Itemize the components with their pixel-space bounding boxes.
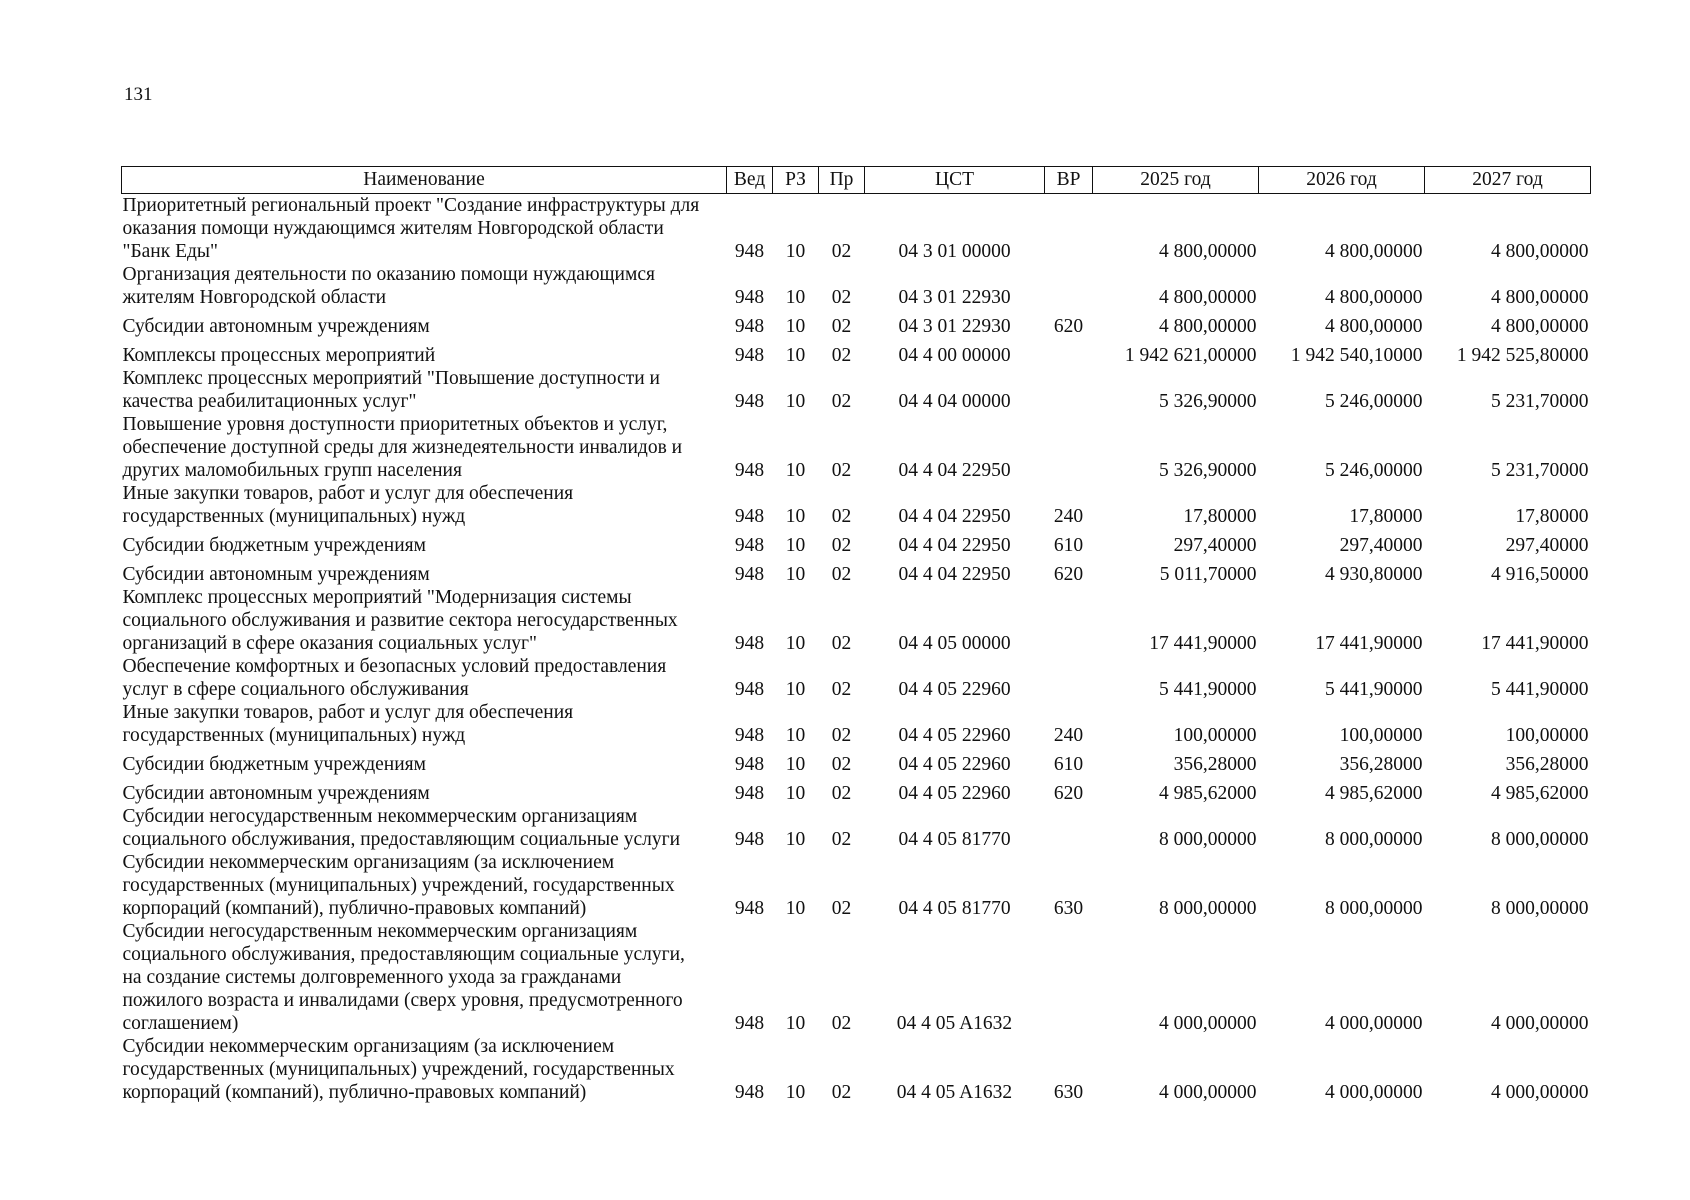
- cell-pr: 02: [831, 754, 852, 775]
- cell-2027: 8 000,00000: [1491, 898, 1589, 919]
- cell-cst: 04 4 04 22950: [898, 564, 1011, 585]
- cell-2026: 17 441,90000: [1315, 633, 1423, 654]
- budget-table: [121, 166, 1591, 1104]
- cell-2025: 17,80000: [1183, 506, 1257, 527]
- cell-rz: 10: [785, 679, 806, 700]
- cell-2026: 4 000,00000: [1325, 1013, 1423, 1034]
- cell-2027: 4 000,00000: [1491, 1082, 1589, 1103]
- cell-2027: 4 916,50000: [1491, 564, 1589, 585]
- cell-ved: 948: [734, 460, 765, 481]
- cell-2025: 5 326,90000: [1159, 391, 1257, 412]
- cell-name: Субсидии автономным учреждениям: [122, 564, 430, 585]
- table-row: [122, 1035, 1591, 1104]
- table-row: [122, 528, 1591, 557]
- table-row: [122, 701, 1591, 747]
- cell-vr: 240: [1053, 725, 1084, 746]
- cell-name: Обеспечение комфортных и безопасных условий предоставления услуг в сфере социального обслуживания: [122, 656, 667, 700]
- cell-pr: 02: [831, 1013, 852, 1034]
- cell-cst: 04 4 04 00000: [898, 391, 1011, 412]
- cell-name: Субсидии некоммерческим организациям (за исключением государственных (муниципальных) учреждений, государственных корпораций (компаний), публично-правовых компаний): [122, 852, 675, 919]
- cell-2025: 356,28000: [1173, 754, 1257, 775]
- cell-2027: 356,28000: [1505, 754, 1589, 775]
- cell-vr: 630: [1053, 898, 1084, 919]
- cell-name: Субсидии автономным учреждениям: [122, 783, 430, 804]
- cell-2025: 4 000,00000: [1159, 1082, 1257, 1103]
- cell-ved: 948: [734, 506, 765, 527]
- cell-pr: 02: [831, 506, 852, 527]
- cell-ved: 948: [734, 783, 765, 804]
- cell-rz: 10: [785, 241, 806, 262]
- cell-pr: 02: [831, 391, 852, 412]
- header-ved: Вед: [727, 167, 773, 194]
- cell-2025: 4 800,00000: [1159, 287, 1257, 308]
- cell-2026: 4 985,62000: [1325, 783, 1423, 804]
- cell-vr: [1045, 263, 1093, 309]
- cell-2027: 4 985,62000: [1491, 783, 1589, 804]
- table-row: [122, 367, 1591, 413]
- table-row: [122, 920, 1591, 1035]
- cell-cst: 04 4 05 A1632: [896, 1013, 1013, 1034]
- cell-vr: 610: [1053, 535, 1084, 556]
- cell-2027: 4 000,00000: [1491, 1013, 1589, 1034]
- cell-vr: [1045, 338, 1093, 367]
- cell-rz: 10: [785, 391, 806, 412]
- cell-2026: 5 441,90000: [1325, 679, 1423, 700]
- cell-2025: 8 000,00000: [1159, 829, 1257, 850]
- header-vr: ВР: [1045, 167, 1093, 194]
- cell-name: Комплекс процессных мероприятий "Модернизация системы социального обслуживания и развитие сектора негосударственных организаций в сфере оказания социальных услуг": [122, 587, 678, 654]
- cell-rz: 10: [785, 1082, 806, 1103]
- header-2026: 2026 год: [1259, 167, 1425, 194]
- cell-name: Комплекс процессных мероприятий "Повышение доступности и качества реабилитационных услуг": [122, 368, 660, 412]
- table-row: [122, 851, 1591, 920]
- cell-rz: 10: [785, 535, 806, 556]
- cell-ved: 948: [734, 287, 765, 308]
- cell-pr: 02: [831, 1082, 852, 1103]
- cell-ved: 948: [734, 679, 765, 700]
- cell-rz: 10: [785, 316, 806, 337]
- table-row: [122, 338, 1591, 367]
- cell-ved: 948: [734, 725, 765, 746]
- cell-ved: 948: [734, 754, 765, 775]
- cell-2027: 297,40000: [1505, 535, 1589, 556]
- table-row: [122, 309, 1591, 338]
- cell-rz: 10: [785, 754, 806, 775]
- cell-2027: 5 231,70000: [1491, 391, 1589, 412]
- cell-vr: [1045, 413, 1093, 482]
- cell-ved: 948: [734, 1013, 765, 1034]
- cell-2025: 5 441,90000: [1159, 679, 1257, 700]
- cell-name: Иные закупки товаров, работ и услуг для обеспечения государственных (муниципальных) нужд: [122, 483, 574, 527]
- cell-vr: [1045, 367, 1093, 413]
- cell-cst: 04 4 04 22950: [898, 506, 1011, 527]
- cell-name: Повышение уровня доступности приоритетных объектов и услуг, обеспечение доступной среды для жизнедеятельности инвалидов и других маломобильных групп населения: [122, 414, 683, 481]
- cell-2027: 17,80000: [1515, 506, 1589, 527]
- cell-name: Субсидии негосударственным некоммерческим организациям социального обслуживания, предоставляющим социальные услуги, на создание системы долговременного ухода за гражданами пожилого возраста и инвалидами (сверх уровня, предусмотренного соглашением): [122, 921, 685, 1034]
- table-row: [122, 482, 1591, 528]
- cell-cst: 04 4 05 81770: [898, 898, 1011, 919]
- cell-ved: 948: [734, 391, 765, 412]
- cell-cst: 04 4 00 00000: [898, 345, 1011, 366]
- cell-2025: 4 800,00000: [1159, 241, 1257, 262]
- table-row: [122, 586, 1591, 655]
- cell-2025: 4 985,62000: [1159, 783, 1257, 804]
- table-row: [122, 263, 1591, 309]
- cell-cst: 04 4 05 A1632: [896, 1082, 1013, 1103]
- cell-name: Субсидии негосударственным некоммерческим организациям социального обслуживания, предоставляющим социальные услуги: [122, 806, 681, 850]
- cell-2026: 4 800,00000: [1325, 241, 1423, 262]
- cell-pr: 02: [831, 345, 852, 366]
- cell-pr: 02: [831, 241, 852, 262]
- cell-cst: 04 4 05 22960: [898, 783, 1011, 804]
- cell-vr: [1045, 194, 1093, 264]
- cell-2025: 5 326,90000: [1159, 460, 1257, 481]
- cell-vr: 630: [1053, 1082, 1084, 1103]
- cell-2025: 100,00000: [1173, 725, 1257, 746]
- cell-2025: 4 000,00000: [1159, 1013, 1257, 1034]
- cell-2026: 5 246,00000: [1325, 391, 1423, 412]
- page-number: 131: [124, 84, 153, 105]
- cell-pr: 02: [831, 287, 852, 308]
- cell-pr: 02: [831, 829, 852, 850]
- header-cst: ЦСТ: [865, 167, 1045, 194]
- cell-name: Организация деятельности по оказанию помощи нуждающимся жителям Новгородской области: [122, 264, 655, 308]
- cell-ved: 948: [734, 898, 765, 919]
- cell-cst: 04 4 04 22950: [898, 460, 1011, 481]
- cell-name: Иные закупки товаров, работ и услуг для обеспечения государственных (муниципальных) нужд: [122, 702, 574, 746]
- cell-cst: 04 4 05 22960: [898, 679, 1011, 700]
- cell-cst: 04 4 05 22960: [898, 754, 1011, 775]
- cell-2027: 4 800,00000: [1491, 316, 1589, 337]
- cell-ved: 948: [734, 241, 765, 262]
- table-body: [122, 194, 1591, 1105]
- cell-vr: 620: [1053, 783, 1084, 804]
- cell-name: Субсидии бюджетным учреждениям: [122, 754, 426, 775]
- cell-rz: 10: [785, 506, 806, 527]
- cell-cst: 04 3 01 22930: [898, 316, 1011, 337]
- cell-pr: 02: [831, 725, 852, 746]
- cell-2025: 297,40000: [1173, 535, 1257, 556]
- cell-cst: 04 4 05 81770: [898, 829, 1011, 850]
- cell-2026: 17,80000: [1349, 506, 1423, 527]
- header-2027: 2027 год: [1425, 167, 1591, 194]
- cell-vr: 240: [1053, 506, 1084, 527]
- table-row: [122, 747, 1591, 776]
- table-header-row: [122, 167, 1591, 194]
- cell-name: Субсидии бюджетным учреждениям: [122, 535, 426, 556]
- cell-2027: 5 231,70000: [1491, 460, 1589, 481]
- table-row: [122, 776, 1591, 805]
- cell-2025: 5 011,70000: [1159, 564, 1257, 585]
- cell-vr: 620: [1053, 316, 1084, 337]
- cell-2026: 5 246,00000: [1325, 460, 1423, 481]
- cell-2026: 8 000,00000: [1325, 829, 1423, 850]
- cell-rz: 10: [785, 1013, 806, 1034]
- cell-2027: 4 800,00000: [1491, 241, 1589, 262]
- cell-cst: 04 3 01 00000: [898, 241, 1011, 262]
- cell-ved: 948: [734, 345, 765, 366]
- table-row: [122, 194, 1591, 264]
- cell-ved: 948: [734, 316, 765, 337]
- cell-vr: 620: [1053, 564, 1084, 585]
- cell-rz: 10: [785, 287, 806, 308]
- cell-vr: [1045, 586, 1093, 655]
- header-rz: РЗ: [773, 167, 819, 194]
- cell-ved: 948: [734, 1082, 765, 1103]
- cell-2025: 1 942 621,00000: [1124, 345, 1257, 366]
- cell-rz: 10: [785, 829, 806, 850]
- cell-pr: 02: [831, 316, 852, 337]
- cell-2026: 4 930,80000: [1325, 564, 1423, 585]
- cell-vr: 610: [1053, 754, 1084, 775]
- cell-2026: 4 800,00000: [1325, 316, 1423, 337]
- cell-2027: 1 942 525,80000: [1456, 345, 1589, 366]
- cell-2025: 8 000,00000: [1159, 898, 1257, 919]
- cell-2025: 17 441,90000: [1149, 633, 1257, 654]
- cell-pr: 02: [831, 460, 852, 481]
- cell-rz: 10: [785, 898, 806, 919]
- cell-name: Комплексы процессных мероприятий: [122, 345, 436, 366]
- cell-pr: 02: [831, 564, 852, 585]
- header-2025: 2025 год: [1093, 167, 1259, 194]
- table-row: [122, 655, 1591, 701]
- cell-2026: 1 942 540,10000: [1290, 345, 1423, 366]
- cell-2026: 100,00000: [1339, 725, 1423, 746]
- cell-name: Субсидии некоммерческим организациям (за исключением государственных (муниципальных) учреждений, государственных корпораций (компаний), публично-правовых компаний): [122, 1036, 675, 1103]
- cell-vr: [1045, 655, 1093, 701]
- cell-vr: [1045, 805, 1093, 851]
- cell-cst: 04 4 05 22960: [898, 725, 1011, 746]
- table-row: [122, 805, 1591, 851]
- cell-ved: 948: [734, 535, 765, 556]
- cell-name: Приоритетный региональный проект "Создание инфраструктуры для оказания помощи нуждающимся жителям Новгородской области "Банк Еды": [122, 195, 700, 262]
- header-name: Наименование: [122, 167, 727, 194]
- cell-ved: 948: [734, 829, 765, 850]
- cell-2026: 8 000,00000: [1325, 898, 1423, 919]
- cell-pr: 02: [831, 535, 852, 556]
- cell-ved: 948: [734, 564, 765, 585]
- cell-rz: 10: [785, 725, 806, 746]
- cell-2027: 100,00000: [1505, 725, 1589, 746]
- table-row: [122, 557, 1591, 586]
- cell-2026: 356,28000: [1339, 754, 1423, 775]
- cell-rz: 10: [785, 460, 806, 481]
- cell-vr: [1045, 920, 1093, 1035]
- table-row: [122, 413, 1591, 482]
- cell-rz: 10: [785, 345, 806, 366]
- cell-pr: 02: [831, 898, 852, 919]
- cell-pr: 02: [831, 783, 852, 804]
- cell-ved: 948: [734, 633, 765, 654]
- cell-rz: 10: [785, 783, 806, 804]
- cell-cst: 04 4 04 22950: [898, 535, 1011, 556]
- cell-2027: 17 441,90000: [1481, 633, 1589, 654]
- cell-2026: 4 000,00000: [1325, 1082, 1423, 1103]
- cell-2026: 4 800,00000: [1325, 287, 1423, 308]
- cell-2025: 4 800,00000: [1159, 316, 1257, 337]
- cell-pr: 02: [831, 679, 852, 700]
- cell-rz: 10: [785, 564, 806, 585]
- cell-cst: 04 4 05 00000: [898, 633, 1011, 654]
- cell-name: Субсидии автономным учреждениям: [122, 316, 430, 337]
- header-pr: Пр: [819, 167, 865, 194]
- cell-2027: 8 000,00000: [1491, 829, 1589, 850]
- cell-2027: 4 800,00000: [1491, 287, 1589, 308]
- cell-pr: 02: [831, 633, 852, 654]
- cell-2027: 5 441,90000: [1491, 679, 1589, 700]
- cell-rz: 10: [785, 633, 806, 654]
- cell-2026: 297,40000: [1339, 535, 1423, 556]
- cell-cst: 04 3 01 22930: [898, 287, 1011, 308]
